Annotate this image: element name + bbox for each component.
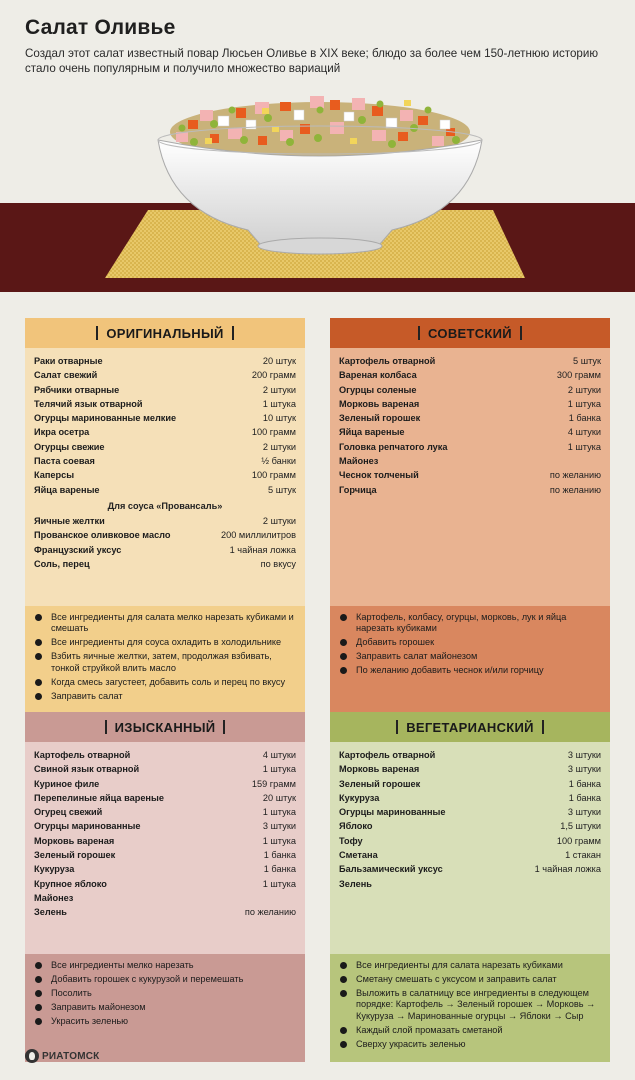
ingredient-row: Картофель отварной 5 штук [339,356,601,366]
ria-tomsk-logo [25,1049,99,1063]
ingredient-row: Огурцы маринованные 3 штуки [339,807,601,818]
ingredient-row: Огурцы соленые 2 штуки [339,384,601,395]
card-header [25,318,305,348]
card-title: ВЕГЕТАРИАНСКИЙ [406,719,534,735]
steps-list [330,954,610,1062]
ingredient-row: Куриное филе 159 грамм [34,778,296,789]
ingredient-row: Огурцы маринованные 3 штуки [34,821,296,832]
ingredient-row: Майонез [339,456,379,467]
step-item: Сверху украсить зеленью [339,1039,601,1050]
ingredient-row: Французский уксус 1 чайная ложка [34,544,296,555]
ingredient-row: Перепелиные яйца вареные 20 штук [34,792,296,803]
ingredient-row: Крупное яблоко 1 штука [34,878,296,889]
ingredient-row: Тофу 100 грамм [339,835,601,846]
ingredient-row: Огурцы свежие 2 штуки [34,441,296,452]
step-item: Взбить яичные желтки, затем, продолжая взбивать, тонкой струйкой влить масло [34,651,296,674]
card-header [25,712,305,742]
recipe-card-original [25,318,305,714]
logo-text: РИАТОМСК [42,1050,100,1062]
ingredient-row: Чеснок толченый по желанию [339,470,601,481]
ingredient-row: Морковь вареная 1 штука [339,398,601,409]
ingredient-row: Кукуруза 1 банка [339,792,601,803]
step-item: Посолить [34,988,296,999]
step-item: Все ингредиенты для соуса охладить в холодильнике [34,637,296,648]
ingredient-row: Яичные желтки 2 штуки [34,515,296,526]
step-item: Сметану смешать с уксусом и заправить салат [339,974,601,985]
ingredient-row: Огурцы маринованные мелкие 10 штук [34,413,296,424]
step-item: Добавить горошек с кукурузой и перемешать [34,974,296,985]
ingredient-row: Яйца вареные 4 штуки [339,427,601,438]
sauce-heading: Для соуса «Провансаль» [107,500,223,511]
ingredient-row: Свиной язык отварной 1 штука [34,764,296,775]
ingredient-row: Морковь вареная 3 штуки [339,764,601,775]
step-item: Добавить горошек [339,637,601,648]
card-title: ИЗЫСКАННЫЙ [114,719,216,735]
step-item: Картофель, колбасу, огурцы, морковь, лук и яйца нарезать кубиками [339,612,601,635]
logo-mark-icon [25,1049,39,1063]
step-item: Каждый слой промазать сметаной [339,1025,601,1036]
ingredient-row: Паста соевая ½ банки [34,456,296,467]
ingredient-row: Зелень по желанию [34,907,296,918]
step-item: Когда смесь загустеет, добавить соль и перец по вкусу [34,677,296,688]
ingredient-row: Картофель отварной 3 штуки [339,750,601,760]
ingredient-row: Яйца вареные 5 штук [34,484,296,495]
step-item: Все ингредиенты мелко нарезать [34,960,296,971]
step-item: Заправить салат майонезом [339,651,601,662]
steps-list [25,606,305,714]
ingredient-row: Салат свежий 200 грамм [34,370,296,381]
ingredient-row: Каперсы 100 грамм [34,470,296,481]
ingredient-row: Зеленый горошек 1 банка [34,850,296,861]
ingredient-row: Сметана 1 стакан [339,850,601,861]
ingredient-row: Огурец свежий 1 штука [34,807,296,818]
steps-list [25,954,305,1062]
ingredient-row: Майонез [34,892,74,903]
ingredient-row: Прованское оливковое масло 200 миллилитров [34,530,296,541]
ingredient-row: Горчица по желанию [339,484,601,495]
step-item: Выложить в салатницу все ингредиенты в следующем порядке: Картофель → Зеленый горошек → Морковь → Кукуруза → Маринованные огурцы → Яблоки → Сыр [339,988,601,1022]
ingredients-list [25,348,305,606]
step-item: Украсить зеленью [34,1016,296,1027]
step-item: Все ингредиенты для салата нарезать кубиками [339,960,601,971]
card-header [330,318,610,348]
ingredient-row: Картофель отварной 4 штуки [34,750,296,760]
page-title: Салат Оливье [25,16,176,39]
recipe-card-soviet [330,318,610,714]
recipe-card-vegetarian [330,712,610,1062]
ingredient-row: Икра осетра 100 грамм [34,427,296,438]
card-title: СОВЕТСКИЙ [428,325,512,341]
step-item: По желанию добавить чеснок и/или горчицу [339,665,601,676]
ingredient-row: Соль, перец по вкусу [34,558,296,569]
salad-bowl-illustration [0,80,635,295]
steps-list [330,606,610,714]
ingredient-row: Зеленый горошек 1 банка [339,413,601,424]
ingredient-row: Яблоко 1,5 штуки [339,821,601,832]
step-item: Все ингредиенты для салата мелко нарезать кубиками и смешать [34,612,296,635]
ingredient-row: Зеленый горошек 1 банка [339,778,601,789]
ingredients-list [330,742,610,954]
ingredient-row: Морковь вареная 1 штука [34,835,296,846]
ingredient-row: Бальзамический уксус 1 чайная ложка [339,864,601,875]
recipe-card-fancy [25,712,305,1062]
ingredient-row: Головка репчатого лука 1 штука [339,441,601,452]
card-title: ОРИГИНАЛЬНЫЙ [106,325,224,341]
ingredient-row: Телячий язык отварной 1 штука [34,398,296,409]
ingredients-list [25,742,305,954]
ingredients-list [330,348,610,606]
ingredient-row: Зелень [339,878,372,889]
ingredient-row: Вареная колбаса 300 грамм [339,370,601,381]
step-item: Заправить майонезом [34,1002,296,1013]
page-subtitle: Создал этот салат известный повар Люсьен Оливье в XIX веке; блюдо за более чем 150-летнюю историю стало очень популярным и получило множество вариаций [25,47,599,75]
step-item: Заправить салат [34,691,296,702]
ingredient-row: Раки отварные 20 штук [34,356,296,366]
ingredient-row: Рябчики отварные 2 штуки [34,384,296,395]
ingredient-row: Кукуруза 1 банка [34,864,296,875]
card-header [330,712,610,742]
